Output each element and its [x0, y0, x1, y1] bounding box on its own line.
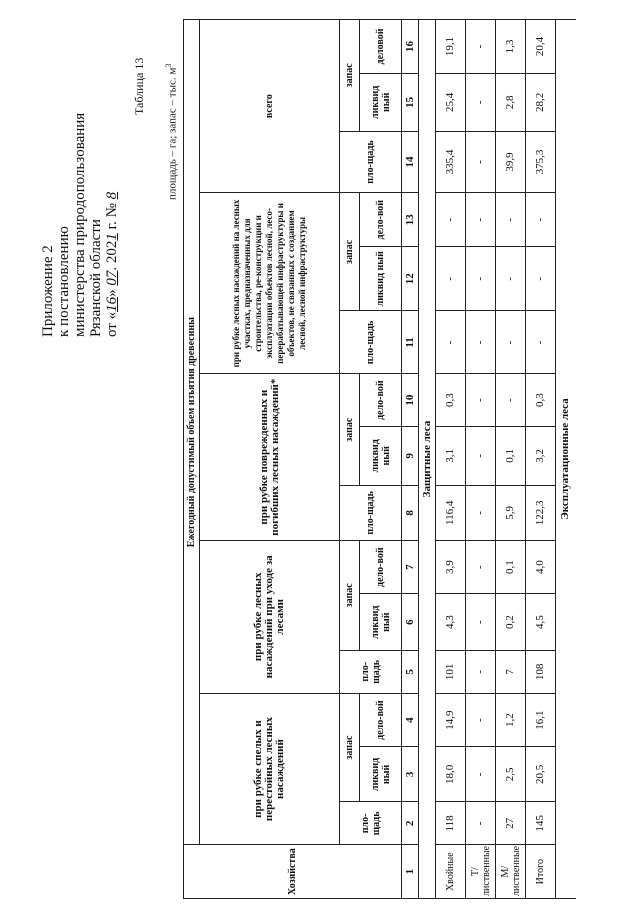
- table-cell: -: [436, 193, 466, 247]
- table-row: [496, 20, 526, 899]
- table-cell: -: [466, 73, 496, 131]
- subheader-liquid: ликвид ный: [360, 747, 402, 802]
- column-number: 10: [402, 374, 419, 426]
- table-cell: -: [466, 485, 496, 540]
- appendix-header: [40, 7, 120, 337]
- column-number: 11: [402, 311, 419, 374]
- column-number: 7: [402, 540, 419, 594]
- table-cell: -: [466, 426, 496, 485]
- subheader-area: пло-щадь: [340, 131, 402, 193]
- row-label: Т/лиственные: [466, 845, 496, 899]
- table-cell: -: [466, 374, 496, 426]
- column-number: 14: [402, 131, 419, 193]
- table-cell: 20,5: [526, 747, 556, 802]
- table-cell: 116,4: [436, 485, 466, 540]
- table-cell: 14,9: [436, 693, 466, 747]
- date-month: 07: [104, 270, 120, 286]
- table-cell: -: [466, 311, 496, 374]
- allowable-cut-table: [183, 19, 576, 899]
- column-numbers-row: [402, 20, 419, 899]
- column-number: 3: [402, 747, 419, 802]
- table-cell: 27: [496, 802, 526, 845]
- table-cell: 4,0: [526, 540, 556, 594]
- date-separator: . 202: [104, 240, 120, 271]
- header-line: к постановлению: [56, 226, 72, 337]
- table-cell: 28,2: [526, 73, 556, 131]
- table-caption: Таблица 13: [132, 57, 146, 115]
- units-text: площадь – га; запас – тыс. м: [166, 67, 179, 200]
- table-cell: -: [436, 247, 466, 311]
- subheader-liquid: ликвид ный: [360, 594, 402, 650]
- table-cell: -: [466, 20, 496, 74]
- subheader-area: пло-щадь: [340, 650, 402, 693]
- table-cell: 2,5: [496, 747, 526, 802]
- table-cell: 1,2: [496, 693, 526, 747]
- table-cell: 39,9: [496, 131, 526, 193]
- column-number: 5: [402, 650, 419, 693]
- table-cell: 3,2: [526, 426, 556, 485]
- col-header-holdings: Хозяйства: [184, 845, 402, 899]
- table-cell: -: [496, 193, 526, 247]
- table-cell: 108: [526, 650, 556, 693]
- column-number: 4: [402, 693, 419, 747]
- subheader-stock: запас: [340, 20, 360, 132]
- document-number: 8: [104, 191, 120, 200]
- subheader-area: пло-щадь: [340, 485, 402, 540]
- table-cell: 7: [496, 650, 526, 693]
- table-cell: 101: [436, 650, 466, 693]
- table-cell: 2,8: [496, 73, 526, 131]
- subheader-stock: запас: [340, 540, 360, 650]
- table-cell: 20,4: [526, 20, 556, 74]
- table-cell: 0,1: [496, 426, 526, 485]
- date-separator: »: [104, 285, 120, 297]
- table-cell: 16,1: [526, 693, 556, 747]
- header-line: Рязанской области: [88, 219, 104, 337]
- table-cell: 0,1: [496, 540, 526, 594]
- date-day: 16: [104, 296, 120, 312]
- group-construction: при рубке лесных насаждений на лесных участках, предназначенных для строительства, ре-конструкции и эксплуатации объектов лесной, лесо-перерабатывающей инфраструктуры и объектов, не связанных с созданием лесной, лесной инфраструктуры: [200, 193, 340, 374]
- subheader-liquid: ликвид ный: [360, 73, 402, 131]
- table-cell: -: [466, 693, 496, 747]
- column-number: 16: [402, 20, 419, 74]
- column-number: 13: [402, 193, 419, 247]
- table-cell: -: [466, 131, 496, 193]
- column-number: 12: [402, 247, 419, 311]
- table-cell: -: [436, 311, 466, 374]
- table-cell: 3,1: [436, 426, 466, 485]
- section-heading-exploitation: Эксплуатационные леса: [556, 20, 576, 899]
- group-total: всего: [200, 20, 340, 193]
- header-date-line: [104, 7, 120, 337]
- group-mature: при рубке спелых и перестойных лесных насаждений: [200, 693, 340, 845]
- column-number: 9: [402, 426, 419, 485]
- top-header: Ежегодный допустимый объем изъятия древесины: [184, 20, 200, 845]
- table-cell: -: [496, 374, 526, 426]
- row-label: Итого: [526, 845, 556, 899]
- table-cell: 0,3: [526, 374, 556, 426]
- table-cell: 335,4: [436, 131, 466, 193]
- column-number: 8: [402, 485, 419, 540]
- table-cell: 118: [436, 802, 466, 845]
- subheader-liquid: ликвид ный: [360, 426, 402, 485]
- table-cell: 375,3: [526, 131, 556, 193]
- table-cell: -: [526, 311, 556, 374]
- date-year-digit: 1: [104, 233, 120, 241]
- table-cell: -: [466, 802, 496, 845]
- table-row-total: [526, 20, 556, 899]
- column-number: 1: [402, 845, 419, 899]
- row-label: Хвойные: [436, 845, 466, 899]
- header-line: министерства природопользования: [72, 112, 88, 337]
- header-line: Приложение 2: [40, 245, 56, 337]
- table-row: [466, 20, 496, 899]
- table-cell: -: [466, 747, 496, 802]
- table-cell: 5,9: [496, 485, 526, 540]
- table-cell: 25,4: [436, 73, 466, 131]
- section-heading-protective: Защитные леса: [419, 20, 436, 899]
- subheader-business: дело-вой: [360, 193, 402, 247]
- subheader-business-total: деловой: [360, 20, 402, 74]
- subheader-liquid: ликвид ный: [360, 247, 402, 311]
- units-superscript: 3: [164, 63, 173, 68]
- table-cell: 0,2: [496, 594, 526, 650]
- column-number: 6: [402, 594, 419, 650]
- table-cell: 0,3: [436, 374, 466, 426]
- subheader-business: дело-вой: [360, 374, 402, 426]
- subheader-stock: запас: [340, 193, 360, 311]
- group-care: при рубке лесных насаждений при уходе за лесами: [200, 540, 340, 693]
- table-cell: 122,3: [526, 485, 556, 540]
- subheader-area: пло-щадь: [340, 311, 402, 374]
- table-cell: -: [526, 247, 556, 311]
- table-cell: -: [496, 247, 526, 311]
- group-damaged: при рубке поврежденных и погибших лесных насаждений*: [200, 374, 340, 540]
- date-suffix: г. №: [104, 199, 120, 234]
- table-row: [436, 20, 466, 899]
- units-note: [164, 64, 179, 200]
- table-cell: 3,9: [436, 540, 466, 594]
- row-label: М/лиственные: [496, 845, 526, 899]
- subheader-stock: запас: [340, 693, 360, 802]
- table-cell: -: [466, 594, 496, 650]
- table-cell: 4,5: [526, 594, 556, 650]
- table-cell: 19,1: [436, 20, 466, 74]
- table-cell: -: [466, 247, 496, 311]
- table-cell: 4,3: [436, 594, 466, 650]
- table-cell: -: [526, 193, 556, 247]
- table-cell: 18,0: [436, 747, 466, 802]
- table-cell: -: [496, 311, 526, 374]
- subheader-area: пло-щадь: [340, 802, 402, 845]
- subheader-business: дело-вой: [360, 540, 402, 594]
- date-prefix: от «: [104, 311, 120, 337]
- table-cell: -: [466, 193, 496, 247]
- column-number: 15: [402, 73, 419, 131]
- subheader-stock: запас: [340, 374, 360, 485]
- table-cell: -: [466, 650, 496, 693]
- table-cell: 1,3: [496, 20, 526, 74]
- subheader-business: дело-вой: [360, 693, 402, 747]
- table-cell: -: [466, 540, 496, 594]
- column-number: 2: [402, 802, 419, 845]
- table-cell: 145: [526, 802, 556, 845]
